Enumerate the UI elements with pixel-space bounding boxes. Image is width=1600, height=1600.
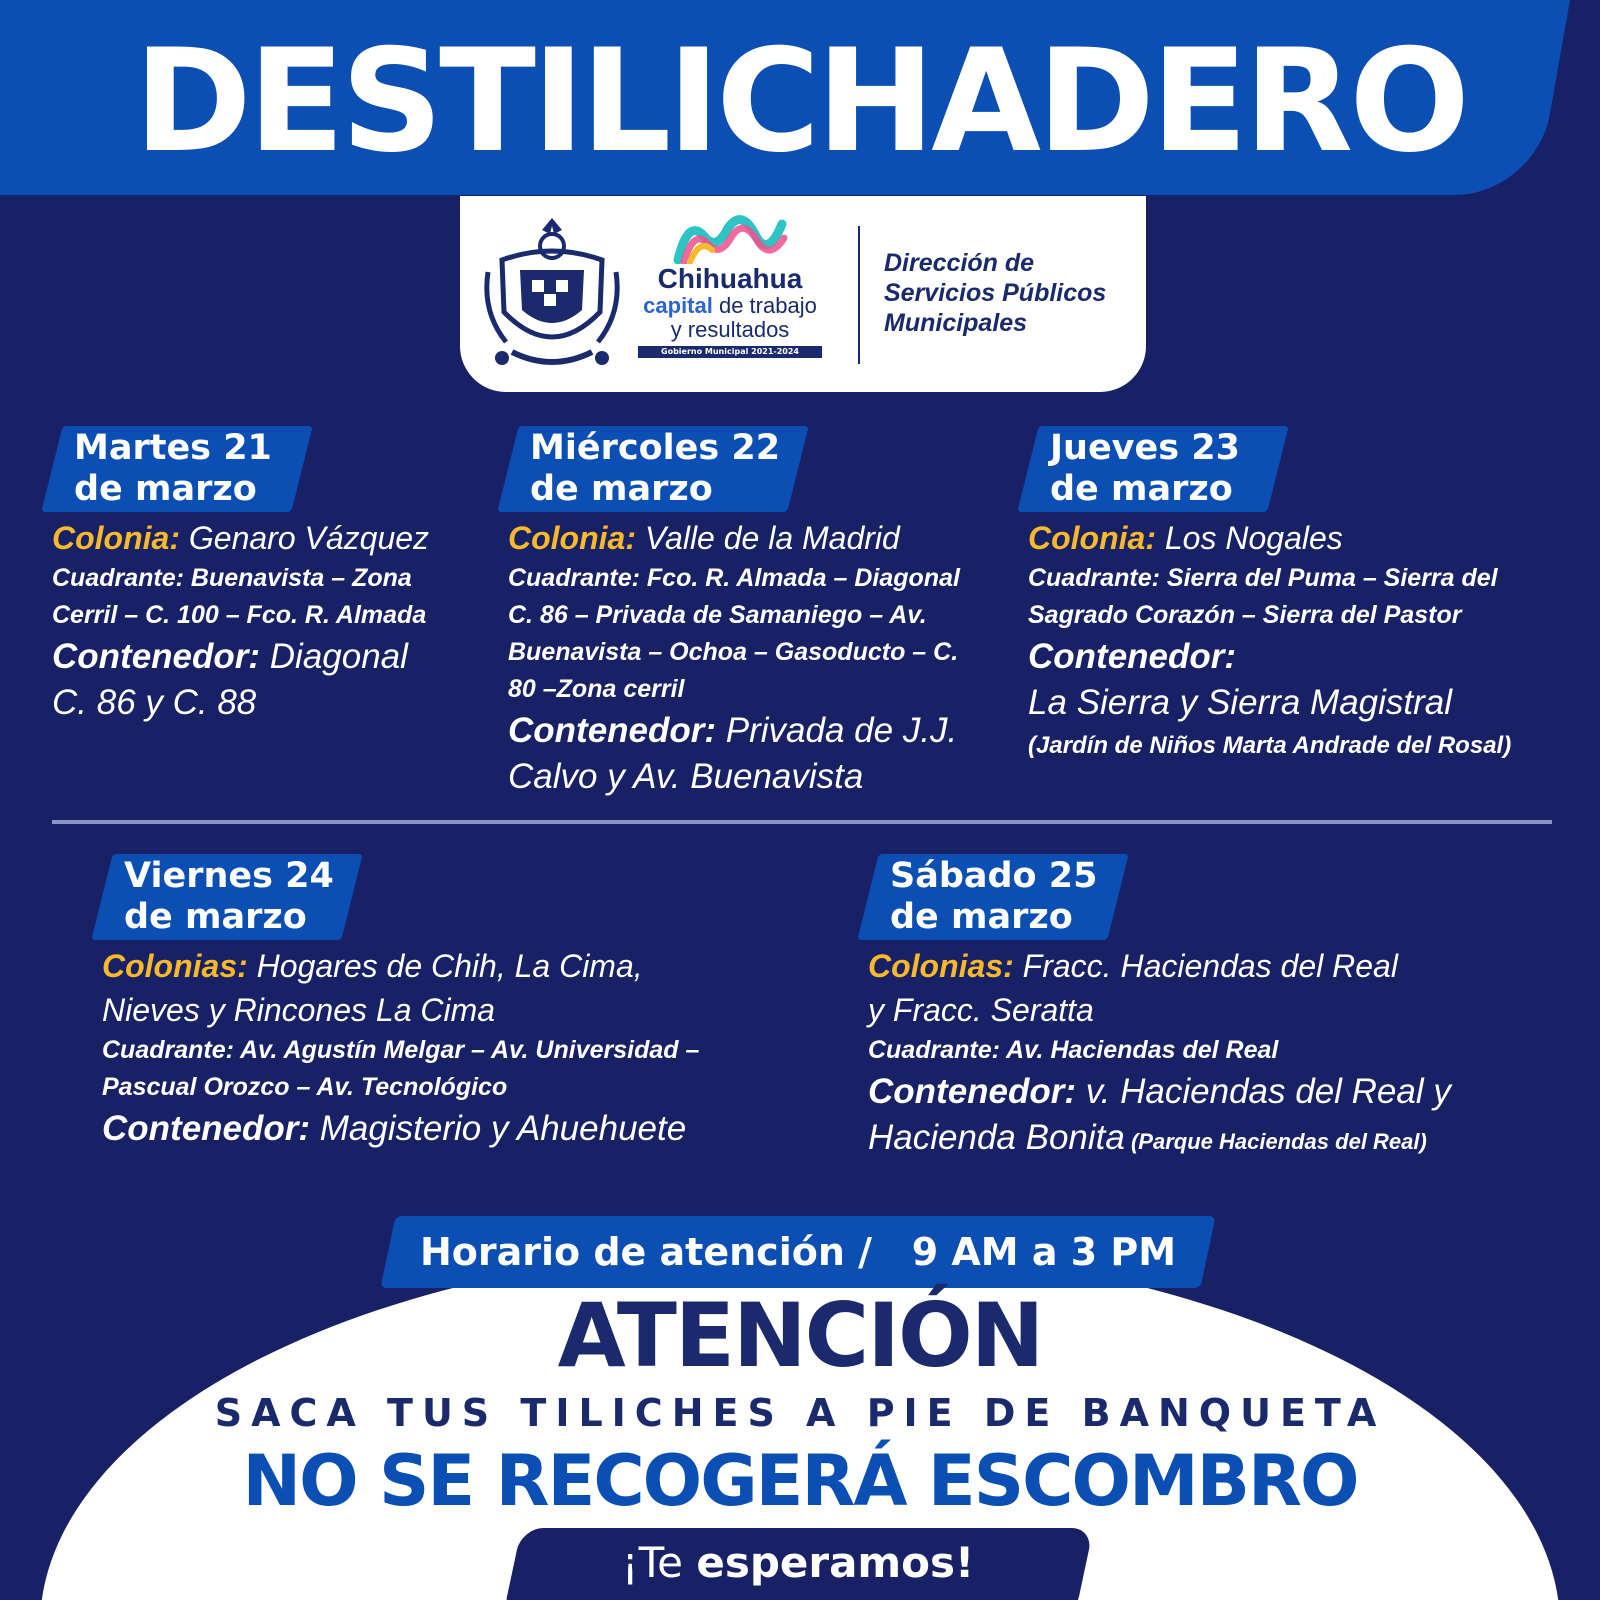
colonia: Colonias: Fracc. Haciendas del Real y Fracc. Seratta	[868, 948, 1398, 1028]
section-divider	[52, 820, 1552, 824]
hours-value: 9 AM a 3 PM	[911, 1230, 1177, 1274]
day-martes	[52, 426, 482, 726]
day-tag: Jueves 23 de marzo	[1028, 426, 1278, 512]
saca-notice: SACA TUS TILICHES A PIE DE BANQUETA	[214, 1391, 1386, 1435]
cuadrante: Cuadrante: Fco. R. Almada – Diagonal C. 86 – Privada de Samaniego – Av. Buenavista – Ochoa – Gasoducto – C. 80 –Zona cerril	[508, 564, 960, 703]
page-title: DESTILICHADERO	[133, 19, 1467, 184]
brand-strip: Gobierno Municipal 2021-2024	[638, 346, 822, 358]
cuadrante: Cuadrante: Av. Haciendas del Real	[868, 1036, 1279, 1064]
day-sabado	[868, 854, 1568, 1165]
cuadrante: Cuadrante: Av. Agustín Melgar – Av. Universidad – Pascual Orozco – Av. Tecnológico	[102, 1036, 700, 1101]
hours-banner	[388, 1216, 1208, 1288]
day-tag: Viernes 24 de marzo	[102, 854, 352, 940]
contenedor: Contenedor: v. Haciendas del Real y Hacienda Bonita (Parque Haciendas del Real)	[868, 1072, 1451, 1157]
contenedor: Contenedor: Magisterio y Ahuehuete	[102, 1109, 687, 1148]
esperamos-banner: ¡Te esperamos!	[512, 1528, 1084, 1600]
contenedor: Contenedor: Diagonal C. 86 y C. 88	[52, 637, 408, 722]
hours-label: Horario de atención /	[419, 1230, 872, 1274]
direccion-label: Dirección de Servicios Públicos Municipales	[884, 249, 1107, 337]
colonia: Colonia: Valle de la Madrid	[508, 520, 900, 556]
day-tag: Sábado 25 de marzo	[868, 854, 1118, 940]
day-tag: Martes 21 de marzo	[52, 426, 302, 512]
logo-card	[460, 196, 1146, 392]
cuadrante: Cuadrante: Sierra del Puma – Sierra del Sagrado Corazón – Sierra del Pastor	[1028, 564, 1498, 629]
day-jueves	[1028, 426, 1568, 766]
logo-divider	[858, 226, 860, 364]
day-viernes	[102, 854, 802, 1152]
brand-line1: Chihuahua	[657, 263, 803, 294]
brand-line2: capital de trabajo	[643, 293, 817, 318]
escombro-notice: NO SE RECOGERÁ ESCOMBRO	[242, 1440, 1358, 1522]
brand-logo	[630, 214, 830, 374]
colonia: Colonia: Genaro Vázquez	[52, 520, 430, 556]
atencion-heading: ATENCIÓN	[557, 1284, 1043, 1387]
colonia: Colonias: Hogares de Chih, La Cima, Nieves y Rincones La Cima	[102, 948, 643, 1028]
day-miercoles	[508, 426, 988, 800]
contenedor: Contenedor: La Sierra y Sierra Magistral	[1028, 637, 1453, 722]
contenedor: Contenedor: Privada de J.J. Calvo y Av. Buenavista	[508, 711, 958, 796]
day-tag: Miércoles 22 de marzo	[508, 426, 798, 512]
brand-line3: y resultados	[670, 317, 790, 342]
colonia: Colonia: Los Nogales	[1028, 520, 1343, 556]
brand-wave-icon	[670, 214, 790, 264]
coat-of-arms-icon	[482, 212, 622, 372]
cuadrante: Cuadrante: Buenavista – Zona Cerril – C. 100 – Fco. R. Almada	[52, 564, 427, 629]
contenedor-note: (Jardín de Niños Marta Andrade del Rosal)	[1028, 732, 1512, 759]
